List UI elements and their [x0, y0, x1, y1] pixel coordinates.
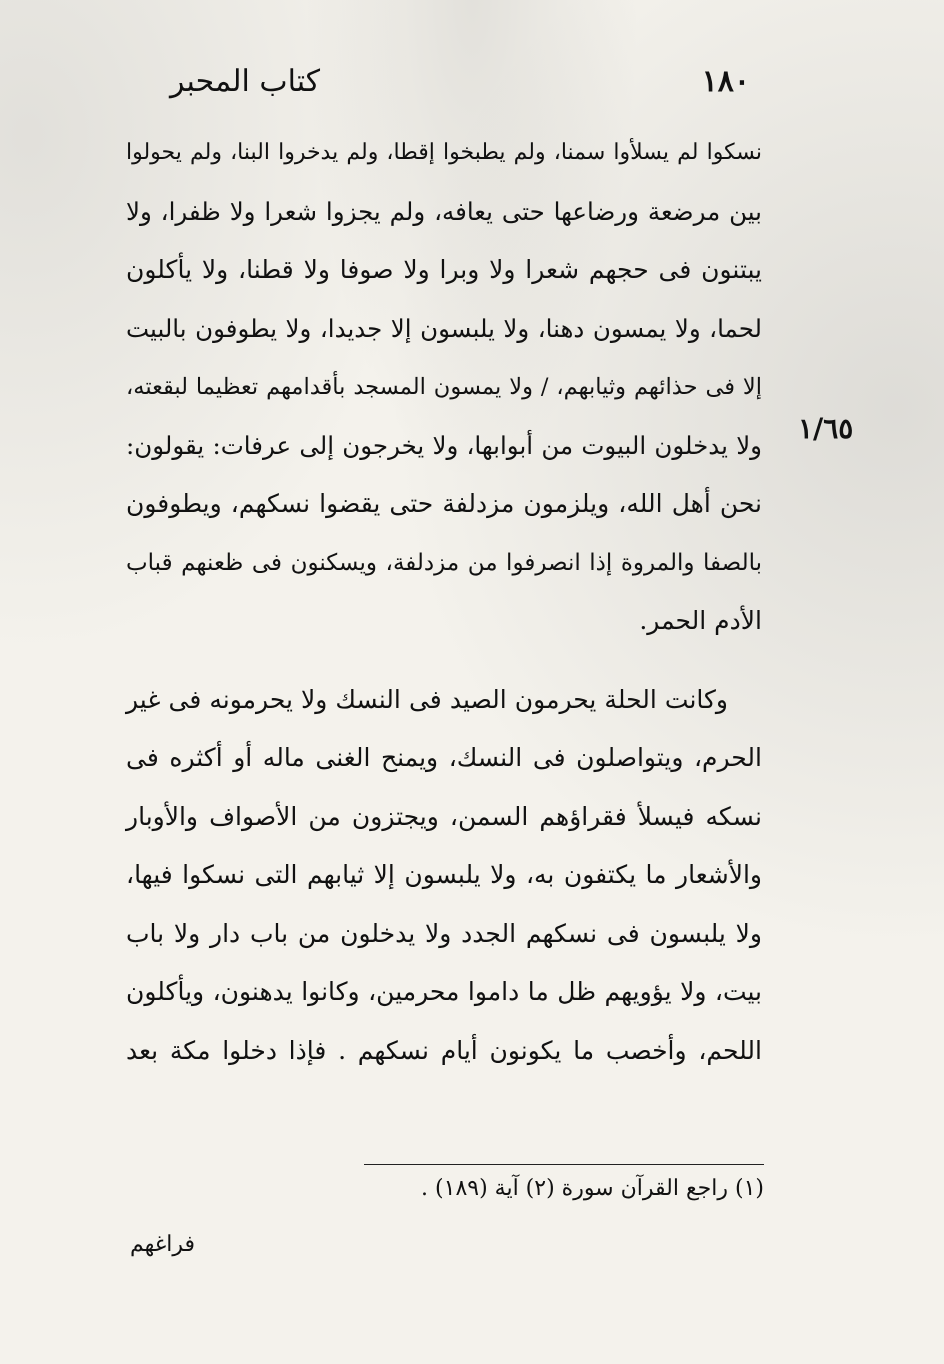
text-line: والأشعار ما يكتفون به، ولا يلبسون إلا ثيابهم التى نسكوا فيها،: [126, 860, 762, 889]
paragraph-2: [126, 671, 762, 1081]
text-line: بين مرضعة ورضاعها حتى يعافه، ولم يجزوا شعرا ولا ظفرا، ولا: [126, 196, 762, 226]
footnote-separator: [364, 1164, 764, 1165]
text-line: إلا فى حذائهم وثيابهم، / ولا يمسون المسجد بأقدامهم تعظيما لبقعته،: [126, 374, 762, 400]
text-line: وكانت الحلة يحرمون الصيد فى النسك ولا يحرمونه فى غير: [126, 684, 728, 714]
paragraph-gap: [126, 651, 762, 671]
text-line: اللحم، وأخصب ما يكونون أيام نسكهم . فإذا دخلوا مكة بعد: [126, 1035, 762, 1065]
running-title: كتاب المحبر: [170, 64, 321, 99]
text-line: الحرم، ويتواصلون فى النسك، ويمنح الغنى ماله أو أكثره فى: [126, 743, 762, 772]
text-line: نسكوا لم يسلأوا سمنا، ولم يطبخوا إقطا، ولم يدخروا البنا، ولم يحولوا: [126, 140, 762, 165]
page-number: ١٨٠: [701, 64, 750, 99]
paragraph-1: [126, 124, 762, 651]
text-line: نسكه فيسلأ فقراؤهم السمن، ويجتزون من الأصواف والأوبار: [126, 801, 762, 831]
text-line: ولا يلبسون فى نسكهم الجدد ولا يدخلون من باب دار ولا باب: [126, 918, 762, 948]
margin-reference: ١/٦٥: [798, 412, 854, 445]
text-line: نحن أهل الله، ويلزمون مزدلفة حتى يقضوا نسكهم، ويطوفون: [126, 489, 762, 518]
text-line: بالصفا والمروة إذا انصرفوا من مزدلفة، ويسكنون فى ظعنهم قباب: [126, 549, 762, 576]
text-line: يبتنون فى حجهم شعرا ولا وبرا ولا صوفا ولا قطنا، ولا يأكلون: [126, 255, 762, 284]
main-text: [126, 124, 762, 1080]
text-line: لحما، ولا يمسون دهنا، ولا يلبسون إلا جديدا، ولا يطوفون بالبيت: [126, 313, 762, 343]
catchword: فراغهم: [130, 1232, 196, 1257]
footnote: (١) راجع القرآن سورة (٢) آية (١٨٩) .: [421, 1176, 764, 1201]
text-line: بيت، ولا يؤويهم ظل ما داموا محرمين، وكانوا يدهنون، ويأكلون: [126, 977, 762, 1006]
text-line: ولا يدخلون البيوت من أبوابها، ولا يخرجون إلى عرفات: يقولون:: [126, 430, 762, 460]
text-line: الأدم الحمر.: [639, 606, 762, 635]
page-header: [150, 64, 750, 114]
